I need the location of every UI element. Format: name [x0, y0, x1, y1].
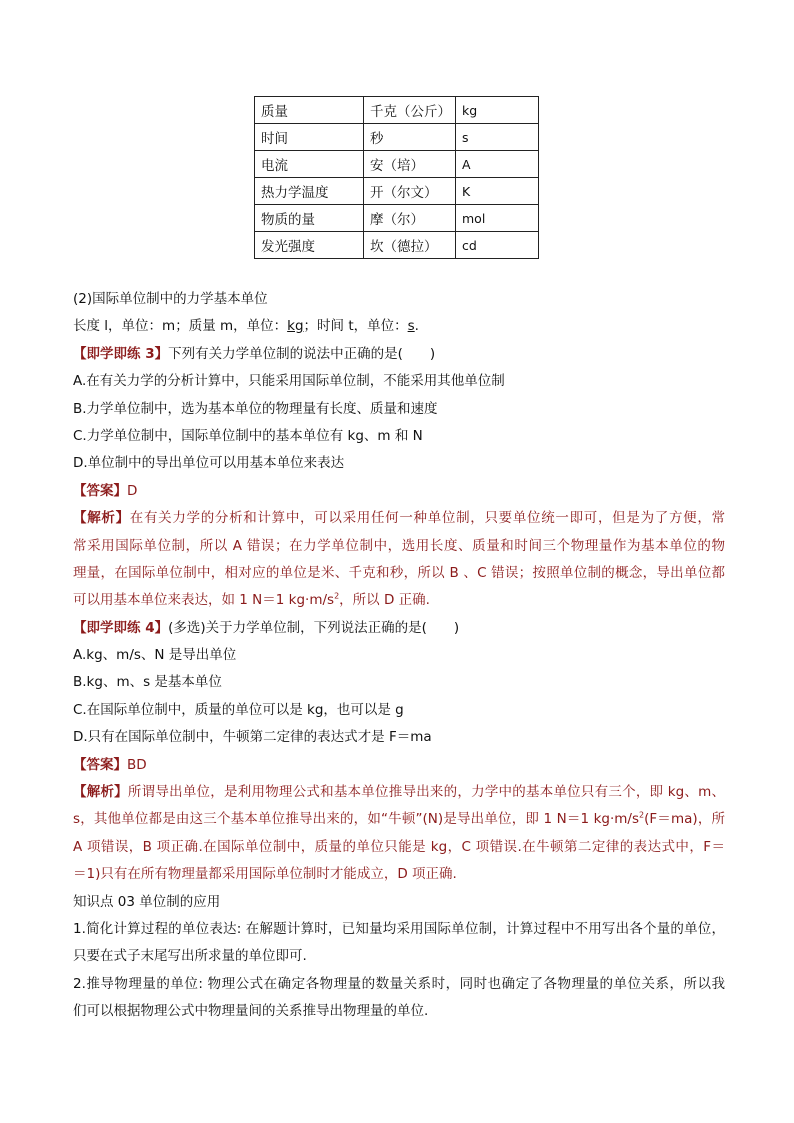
quantity-cell: 质量 — [255, 97, 364, 124]
table-row — [255, 151, 539, 178]
unit-name-cell: 坎（德拉） — [364, 232, 456, 259]
exercise-3-analysis-line-1: 【解析】在有关力学的分析和计算中，可以采用任何一种单位制，只要单位统一即可，但是为了方便，常 — [73, 510, 725, 527]
table-row — [255, 178, 539, 205]
unit-name-cell: 秒 — [364, 124, 456, 151]
section-heading: (2)国际单位制中的力学基本单位 — [73, 291, 268, 307]
exercise-3-option-b: B.力学单位制中，选为基本单位的物理量有长度、质量和速度 — [73, 400, 438, 417]
quantity-cell: 电流 — [255, 151, 364, 178]
kp3-paragraph-2-line-1: 2.推导物理量的单位: 物理公式在确定各物理量的数量关系时，同时也确定了各物理量的单位关系，所以我 — [73, 975, 725, 992]
si-base-units-table — [254, 96, 539, 259]
unit-symbol-cell: mol — [456, 205, 539, 232]
exercise-3-option-a: A.在有关力学的分析计算中，只能采用国际单位制，不能采用其他单位制 — [73, 373, 505, 390]
unit-name-cell: 开（尔文） — [364, 178, 456, 205]
exercise-4-option-a: A.kg、m/s、N 是导出单位 — [73, 647, 237, 664]
s-blank: s — [407, 318, 415, 335]
unit-name-cell: 摩（尔） — [364, 205, 456, 232]
exercise-3-answer: 【答案】D — [73, 482, 138, 499]
exercise-3-analysis-line-3: 理量，在国际单位制中，相对应的单位是米、千克和秒，所以 B 、C 错误；按照单位制的概念，导出单位都 — [73, 564, 725, 581]
knowledge-point-3-heading: 知识点 03 单位制的应用 — [73, 893, 221, 910]
unit-symbol-cell: A — [456, 151, 539, 178]
quantity-cell: 热力学温度 — [255, 178, 364, 205]
exercise-4-option-b: B.kg、m、s 是基本单位 — [73, 674, 222, 691]
unit-symbol-cell: s — [456, 124, 539, 151]
quantity-cell: 物质的量 — [255, 205, 364, 232]
exercise-3-tag: 【即学即练 3】 — [73, 345, 169, 362]
exercise-3-question: 【即学即练 3】下列有关力学单位制的说法中正确的是( ) — [73, 345, 436, 362]
exercise-3-analysis-line-2: 常采用国际单位制，所以 A 错误；在力学单位制中，选用长度、质量和时间三个物理量作为基本单位的物 — [73, 537, 725, 554]
unit-symbol-cell: K — [456, 178, 539, 205]
kp3-paragraph-1-line-2: 只要在式子末尾写出所求量的单位即可. — [73, 948, 307, 965]
exercise-4-option-c: C.在国际单位制中，质量的单位可以是 kg，也可以是 g — [73, 701, 404, 718]
kg-blank: kg — [287, 318, 304, 335]
exercise-4-option-d: D.只有在国际单位制中，牛顿第二定律的表达式才是 F＝ma — [73, 729, 432, 746]
exercise-4-analysis-line-1: 【解析】所谓导出单位，是利用物理公式和基本单位推导出来的，力学中的基本单位只有三个，即 kg、m、 — [73, 784, 725, 801]
table-row — [255, 232, 539, 259]
table-row — [255, 205, 539, 232]
exercise-4-tag: 【即学即练 4】 — [73, 619, 169, 636]
kp3-paragraph-1-line-1: 1.简化计算过程的单位表达: 在解题计算时，已知量均采用国际单位制，计算过程中不用写出各个量的单位， — [73, 920, 725, 937]
exercise-3-option-d: D.单位制中的导出单位可以用基本单位来表达 — [73, 455, 345, 472]
quantity-cell: 发光强度 — [255, 232, 364, 259]
unit-name-cell: 安（培） — [364, 151, 456, 178]
quantity-cell: 时间 — [255, 124, 364, 151]
mechanical-base-units-line: 长度 l，单位：m；质量 m，单位：kg；时间 t，单位：s. — [73, 318, 419, 335]
exercise-3-analysis-line-4: 可以用基本单位来表达，如 1 N＝1 $kg\cdot m/s^2$，所以 D 正确. — [73, 591, 430, 609]
unit-symbol-cell: cd — [456, 232, 539, 259]
exercise-3-option-c: C.力学单位制中，国际单位制中的基本单位有 kg、m 和 N — [73, 427, 423, 444]
exercise-4-question: 【即学即练 4】(多选)关于力学单位制，下列说法正确的是( ) — [73, 619, 460, 636]
unit-name-cell: 千克（公斤） — [364, 97, 456, 124]
kp3-paragraph-2-line-2: 们可以根据物理公式中物理量间的关系推导出物理量的单位. — [73, 1003, 429, 1020]
document-body — [73, 286, 725, 1026]
table-row — [255, 97, 539, 124]
exercise-4-analysis-line-3: A 项错误，B 项正确.在国际单位制中，质量的单位只能是 kg，C 项错误.在牛顿第二定律的表达式中，F＝ — [73, 838, 725, 855]
unit-symbol-cell: kg — [456, 97, 539, 124]
exercise-4-analysis-line-2: s，其他单位都是由这三个基本单位推导出来的，如“牛顿”(N)是导出单位，即 1 N＝1 $kg\cdot m/s^2(F=ma)$，所 — [73, 810, 725, 828]
exercise-4-answer: 【答案】BD — [73, 756, 147, 773]
exercise-4-analysis-line-4: ＝1)只有在所有物理量都采用国际单位制时才能成立，D 项正确. — [73, 866, 457, 883]
table-row — [255, 124, 539, 151]
